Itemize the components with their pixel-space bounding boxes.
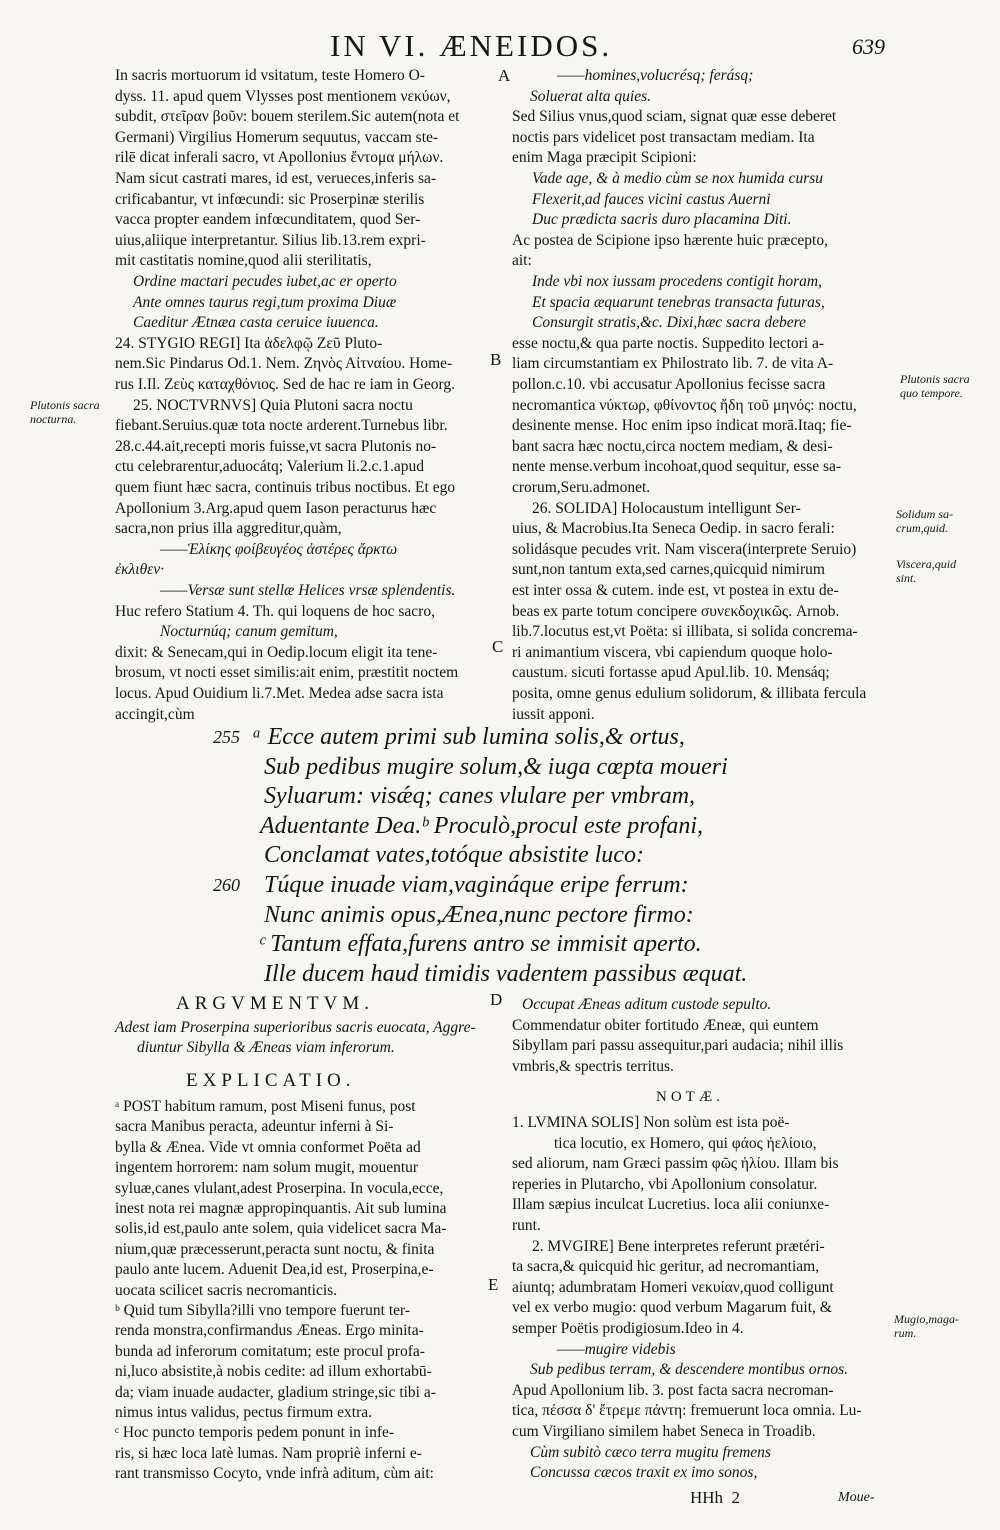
commentary-line: Nam sicut castrati mares, id est, verueces,inferis sa-: [115, 170, 437, 187]
commentary-line: ait:: [512, 252, 532, 270]
commentary-line: rilē dicat inferali sacro, vt Apollonius ἔντομα μήλων.: [115, 149, 444, 167]
margin-note-viscera: [896, 557, 956, 585]
commentary-line: iussit apponi.: [512, 705, 595, 723]
notae-line: runt.: [512, 1217, 541, 1234]
commentary-line: 25. NOCTVRNVS] Quia Plutoni sacra noctu: [133, 396, 413, 414]
verse-line: Aduentante Dea.ᵇ Proculò,procul este profani,: [260, 812, 704, 839]
commentary-line: locus. Apud Ouidium li.7.Met. Medea adse sacra ista: [115, 685, 444, 702]
explicatio-line: rant transmisso Cocyto, vnde infrà aditum, cùm ait:: [115, 1465, 434, 1483]
notae-line: Concussa cæcos traxit ex imo sonos,: [530, 1464, 758, 1482]
notae-line: sed aliorum, nam Græci passim φῶς ἡλίου. Illam bis: [512, 1155, 839, 1173]
commentary-line: posita, omne genus edulium solidorum, & illibata fercula: [512, 685, 867, 702]
commentary-line: Sed Silius vnus,quod sciam, signat quæ esse deberet: [512, 108, 837, 126]
commentary-line: Soluerat alta quies.: [530, 87, 651, 105]
commentary-line: Huc refero Statium 4. Th. qui loquens de hoc sacro,: [115, 602, 435, 620]
margin-note-plutonis-sacra-nocturna: [30, 398, 100, 426]
commentary-line: accingit,cùm: [115, 705, 195, 723]
commentary-line: desinente mense. Hoc enim ipso indicat morā.Itaq; fie-: [512, 417, 852, 435]
explicatio-line: ris, si hæc loca latè lumas. Nam propriè inferni e-: [115, 1444, 422, 1462]
commentary-line: beas ex parte totum concipere συνεκδοχικῶς. Arnob.: [512, 602, 840, 620]
commentary-line: Flexerit,ad fauces vicini castus Auerni: [532, 190, 771, 208]
notae-line: ——mugire videbis: [557, 1340, 676, 1358]
notae-line: aiuntq; adumbratam Homeri νεκυίαν,quod colligunt: [512, 1278, 834, 1296]
page-number: 639: [852, 34, 885, 59]
notae-line: 1. LVMINA SOLIS] Non solùm est ista poë-: [512, 1114, 790, 1131]
margin-note-plutonis-quo-tempore: [900, 372, 970, 400]
commentary-line: Vade age, & à medio cùm se nox humida cursu: [532, 170, 824, 187]
margin-note-line: Viscera,quid: [896, 557, 957, 571]
commentary-line: necromantica νύκτωρ, φθίνοντος ἤδη τοῦ μηνός: noctu,: [512, 396, 857, 414]
commentary-line: caustum. sicuti fortasse apud Apul.lib. 10. Mensáq;: [512, 664, 830, 682]
explicatio-line: nimus intus validus, pectus firmum extra.: [115, 1404, 373, 1421]
commentary-line: ri animantium viscera, vbi capiendum quoque holo-: [512, 643, 833, 661]
margin-note-line: crum,quid.: [896, 521, 948, 535]
commentary-line: 24. STYGIO REGI] Ita ἀδελφῷ Ζεῦ Pluto-: [115, 334, 383, 352]
notae-heading: NOTÆ.: [656, 1089, 724, 1105]
verse-number: 255: [213, 727, 240, 747]
verse-line: Syluarum: visǽq; canes vlulare per vmbram,: [264, 783, 696, 810]
commentary-line: subdit, στεῖραν βοῦν: bouem sterilem.Sic autem(nota et: [115, 108, 460, 126]
explicatio-heading: EXPLICATIO.: [186, 1070, 356, 1091]
commentary-line: mit castitatis nomine,quod alii sterilitatis,: [115, 252, 372, 270]
argumentum-line: Adest iam Proserpina superioribus sacris euocata, Aggre-: [115, 1019, 476, 1036]
notae-line: Apud Apollonium lib. 3. post facta sacra necroman-: [512, 1381, 834, 1399]
section-letter-e: E: [488, 1275, 499, 1294]
verse-number: 260: [213, 875, 240, 895]
commentary-line: ——homines,volucrésq; ferásq;: [557, 67, 754, 84]
margin-note-line: Plutonis sacra: [30, 398, 100, 412]
commentary-line: Duc prædicta sacris duro placamina Diti.: [532, 211, 792, 229]
margin-note-line: Solidum sa-: [896, 507, 953, 521]
verse-line: Túque inuade viam,vagináque eripe ferrum:: [264, 872, 689, 898]
commentary-line: nem.Sic Pindarus Od.1. Nem. Ζηνὸς Αἰτναίου. Home-: [115, 355, 453, 373]
argumentum-heading: ARGVMENTVM.: [176, 993, 375, 1014]
commentary-line: ἐκλιθεν·: [115, 561, 165, 579]
notae-line: Cùm subitò cæco terra mugitu fremens: [530, 1443, 771, 1461]
commentary-line: Caeditur Ætnæa casta ceruice iuuenca.: [133, 314, 379, 332]
notae-line: semper Poëtis prodigiosum.Ideo in 4.: [512, 1320, 744, 1337]
commentary-line: Et spacia æquarunt tenebras transacta futuras,: [532, 293, 825, 311]
section-letter-b: B: [490, 350, 502, 369]
running-title: IN VI. ÆNEIDOS.: [330, 28, 613, 63]
commentary-line: uius,aliique interpretantur. Silius lib.13.rem expri-: [115, 231, 426, 249]
margin-note-line: Mugio,maga-: [894, 1312, 959, 1326]
explicatio-line: ni,luco absistite,à nobis cedite: ad illum exhortabū-: [115, 1363, 432, 1381]
notae-line: 2. MVGIRE] Bene interpretes referunt prætéri-: [532, 1237, 825, 1255]
commentary-line: Sibyllam pari passu assequitur,pari audacia; nihil illis: [512, 1037, 844, 1055]
notae-line: vel ex verbo mugio: quod verbum Magarum fuit, &: [512, 1299, 832, 1317]
notae-line: reperies in Plutarcho, vbi Apollonium consolatur.: [512, 1175, 818, 1193]
catchword: Moue-: [838, 1490, 875, 1505]
commentary-line: nente mense.verbum incohoat,quod sequitur, esse sa-: [512, 458, 842, 476]
commentary-line: fiebant.Seruius.quæ tota nocte arderent.Turnebus libr.: [115, 417, 448, 435]
margin-note-line: Plutonis sacra: [900, 372, 970, 386]
commentary-line: Commendatur obiter fortitudo Æneæ, qui euntem: [512, 1016, 819, 1034]
notae-line: tica, πέσσα δ' ἔτρεμε πάντη: fremuerunt loca omnia. Lu-: [512, 1402, 862, 1420]
explicatio-line: paulo ante lucem. Aduenit Dea,id est, Proserpina,e-: [115, 1261, 434, 1279]
explicatio-line: ᶜ Hoc puncto temporis pedem ponunt in infe-: [115, 1424, 395, 1442]
margin-note-line: nocturna.: [30, 412, 77, 426]
commentary-line: vacca propter eandem infœcunditatem, quod Ser-: [115, 211, 421, 229]
notae-line: tica locutio, ex Homero, qui φάος ἠελίοιο,: [554, 1134, 817, 1152]
commentary-line: Ante omnes taurus regi,tum proxima Diuæ: [133, 293, 397, 311]
margin-note-solidum: [896, 507, 953, 535]
explicatio-line: syluæ,canes vlulant,adest Proserpina. In vocula,ecce,: [115, 1179, 444, 1197]
explicatio-line: uocata scilicet sacris necromanticis.: [115, 1281, 338, 1299]
margin-note-mugio: [894, 1312, 959, 1340]
verse-line: ᶜ Tantum effata,furens antro se immisit aperto.: [258, 931, 702, 958]
commentary-line: pollon.c.10. vbi accusatur Apollonius fecisse sacra: [512, 376, 826, 393]
notae-line: Illam sæpius inculcat Lucretius. loca alii coniunxe-: [512, 1196, 830, 1214]
notae-line: Sub pedibus terram, & descendere montibus ornos.: [530, 1361, 849, 1379]
commentary-line: sacra,non prius illa aggreditur,quàm,: [115, 520, 342, 538]
commentary-line: esse noctu,& qua parte noctis. Suppedito lectori a-: [512, 334, 825, 352]
commentary-line: noctis pars videlicet post transactam mediam. Ita: [512, 128, 815, 146]
commentary-line: 28.c.44.ait,recepti moris fuisse,vt sacra Plutonis no-: [115, 437, 437, 455]
commentary-line: crificabantur, vt infœcundi: sic Proserpinæ sterilis: [115, 190, 425, 208]
commentary-line: Ac postea de Scipione ipso hærente huic præcepto,: [512, 231, 828, 249]
notae-line: ta sacra,& quicquid hic geritur, ad necromantiam,: [512, 1258, 820, 1276]
verse-line: ᵃ Ecce autem primi sub lumina solis,& ortus,: [252, 724, 685, 750]
section-letter-c: C: [492, 637, 504, 656]
explicatio-line: ᵇ Quid tum Sibylla?illi vno tempore fuerunt ter-: [115, 1302, 411, 1319]
commentary-line: lib.7.locutus est,vt Poëta: si illibata, si solida concrema-: [512, 623, 858, 641]
explicatio-line: ᵃ POST habitum ramum, post Miseni funus, post: [115, 1098, 416, 1115]
commentary-line: Ordine mactari pecudes iubet,ac er operto: [133, 273, 397, 290]
explicatio-line: bunda ad inferorum comitatum; este procul profa-: [115, 1342, 425, 1360]
argumentum-line: diuntur Sibylla & Æneas viam inferorum.: [137, 1039, 395, 1056]
commentary-line: Apollonium 3.Arg.apud quem Iason peracturus hæc: [115, 499, 437, 517]
signature-mark: HHh 2: [690, 1488, 741, 1507]
explicatio-line: inest nota rei magnæ appropinquantis. Ait sub lumina: [115, 1200, 447, 1217]
commentary-line: ctu celebrarentur,aduocátq; Valerium li.2.c.1.apud: [115, 458, 424, 476]
verse-line: Ille ducem haud timidis vadentem passibus æquat.: [264, 960, 748, 987]
explicatio-line: renda monstra,confirmandus Æneas. Ergo minita-: [115, 1322, 424, 1340]
margin-note-line: quo tempore.: [900, 386, 963, 400]
explicatio-line: nium,quæ præcesserunt,peracta sunt noctu, & finita: [115, 1240, 435, 1258]
commentary-line: Consurgit stratis,&c. Dixi,hæc sacra debere: [532, 314, 806, 332]
commentary-line: est inter ossa & cutem. inde est, vt postea in extu de-: [512, 582, 839, 599]
commentary-line: rus I.Il. Ζεὺς καταχθόνιος. Sed de hac re iam in Georg.: [115, 376, 456, 393]
commentary-line: Nocturnúq; canum gemitum,: [160, 623, 338, 641]
commentary-line: enim Maga præcipit Scipioni:: [512, 149, 697, 167]
commentary-line: Occupat Æneas aditum custode sepulto.: [522, 996, 772, 1013]
margin-note-line: rum.: [894, 1326, 917, 1340]
explicatio-line: da; viam inuade audacter, gladium stringe,sic tibi a-: [115, 1383, 436, 1401]
commentary-line: Germani) Virgilius Homerum sequutus, vaccam ste-: [115, 128, 439, 146]
verse-line: Nunc animis opus,Ænea,nunc pectore firmo:: [264, 901, 694, 928]
commentary-line: bant sacra hæc noctu,circa noctem mediam, & desi-: [512, 437, 833, 455]
explicatio-line: sacra Manibus peracta, adeuntur inferni à Si-: [115, 1118, 394, 1136]
section-letter-d: D: [490, 990, 503, 1009]
commentary-line: solidásque pecudes vrit. Nam viscera(interprete Seruio): [512, 540, 857, 558]
commentary-line: dixit: & Senecam,qui in Oedip.locum eligit ita tene-: [115, 643, 438, 661]
commentary-line: brosum, vt nocti esset similis:ait enim, præstitit noctem: [115, 664, 459, 682]
commentary-line: uius, & Macrobius.Ita Seneca Oedip. in sacro ferali:: [512, 520, 835, 538]
commentary-line: liam circumstantiam ex Philostrato lib. 7. de vita A-: [512, 355, 834, 373]
notae-line: cum Virgiliano similem habet Seneca in Troadib.: [512, 1423, 816, 1440]
commentary-line: Inde vbi nox iussam procedens contigit horam,: [532, 273, 823, 290]
commentary-line: ——Ἑλίκης φοίβευγέος ἀστέρες ἄρκτω: [160, 540, 398, 558]
commentary-line: ——Versæ sunt stellæ Helices vrsæ splendentis.: [160, 582, 456, 599]
explicatio-line: ingentem horrorem: nam solum mugit, mouentur: [115, 1159, 419, 1177]
verse-line: Conclamat vates,totóque absistite luco:: [264, 842, 644, 869]
commentary-line: 26. SOLIDA] Holocaustum intelligunt Ser-: [532, 499, 801, 517]
section-letter-a: A: [498, 66, 511, 85]
commentary-line: vmbris,& spectris territus.: [512, 1057, 674, 1075]
commentary-line: quem fiunt hæc sacra, continuis tribus noctibus. Et ego: [115, 479, 456, 496]
commentary-line: sunt,non tantum exta,sed carnes,quicquid nimirum: [512, 561, 825, 579]
explicatio-line: bylla & Ænea. Vide vt omnia conformet Poëta ad: [115, 1138, 421, 1156]
margin-note-line: sint.: [896, 571, 917, 585]
verse-line: Sub pedibus mugire solum,& iuga cœpta moueri: [264, 753, 728, 780]
commentary-line: In sacris mortuorum id vsitatum, teste Homero O-: [115, 67, 425, 84]
explicatio-line: solis,id est,paulo ante solem, quia videlicet sacra Ma-: [115, 1220, 447, 1238]
commentary-line: crorum,Seru.admonet.: [512, 479, 651, 496]
commentary-line: dyss. 11. apud quem Vlysses post mentionem νεκύων,: [115, 87, 451, 105]
